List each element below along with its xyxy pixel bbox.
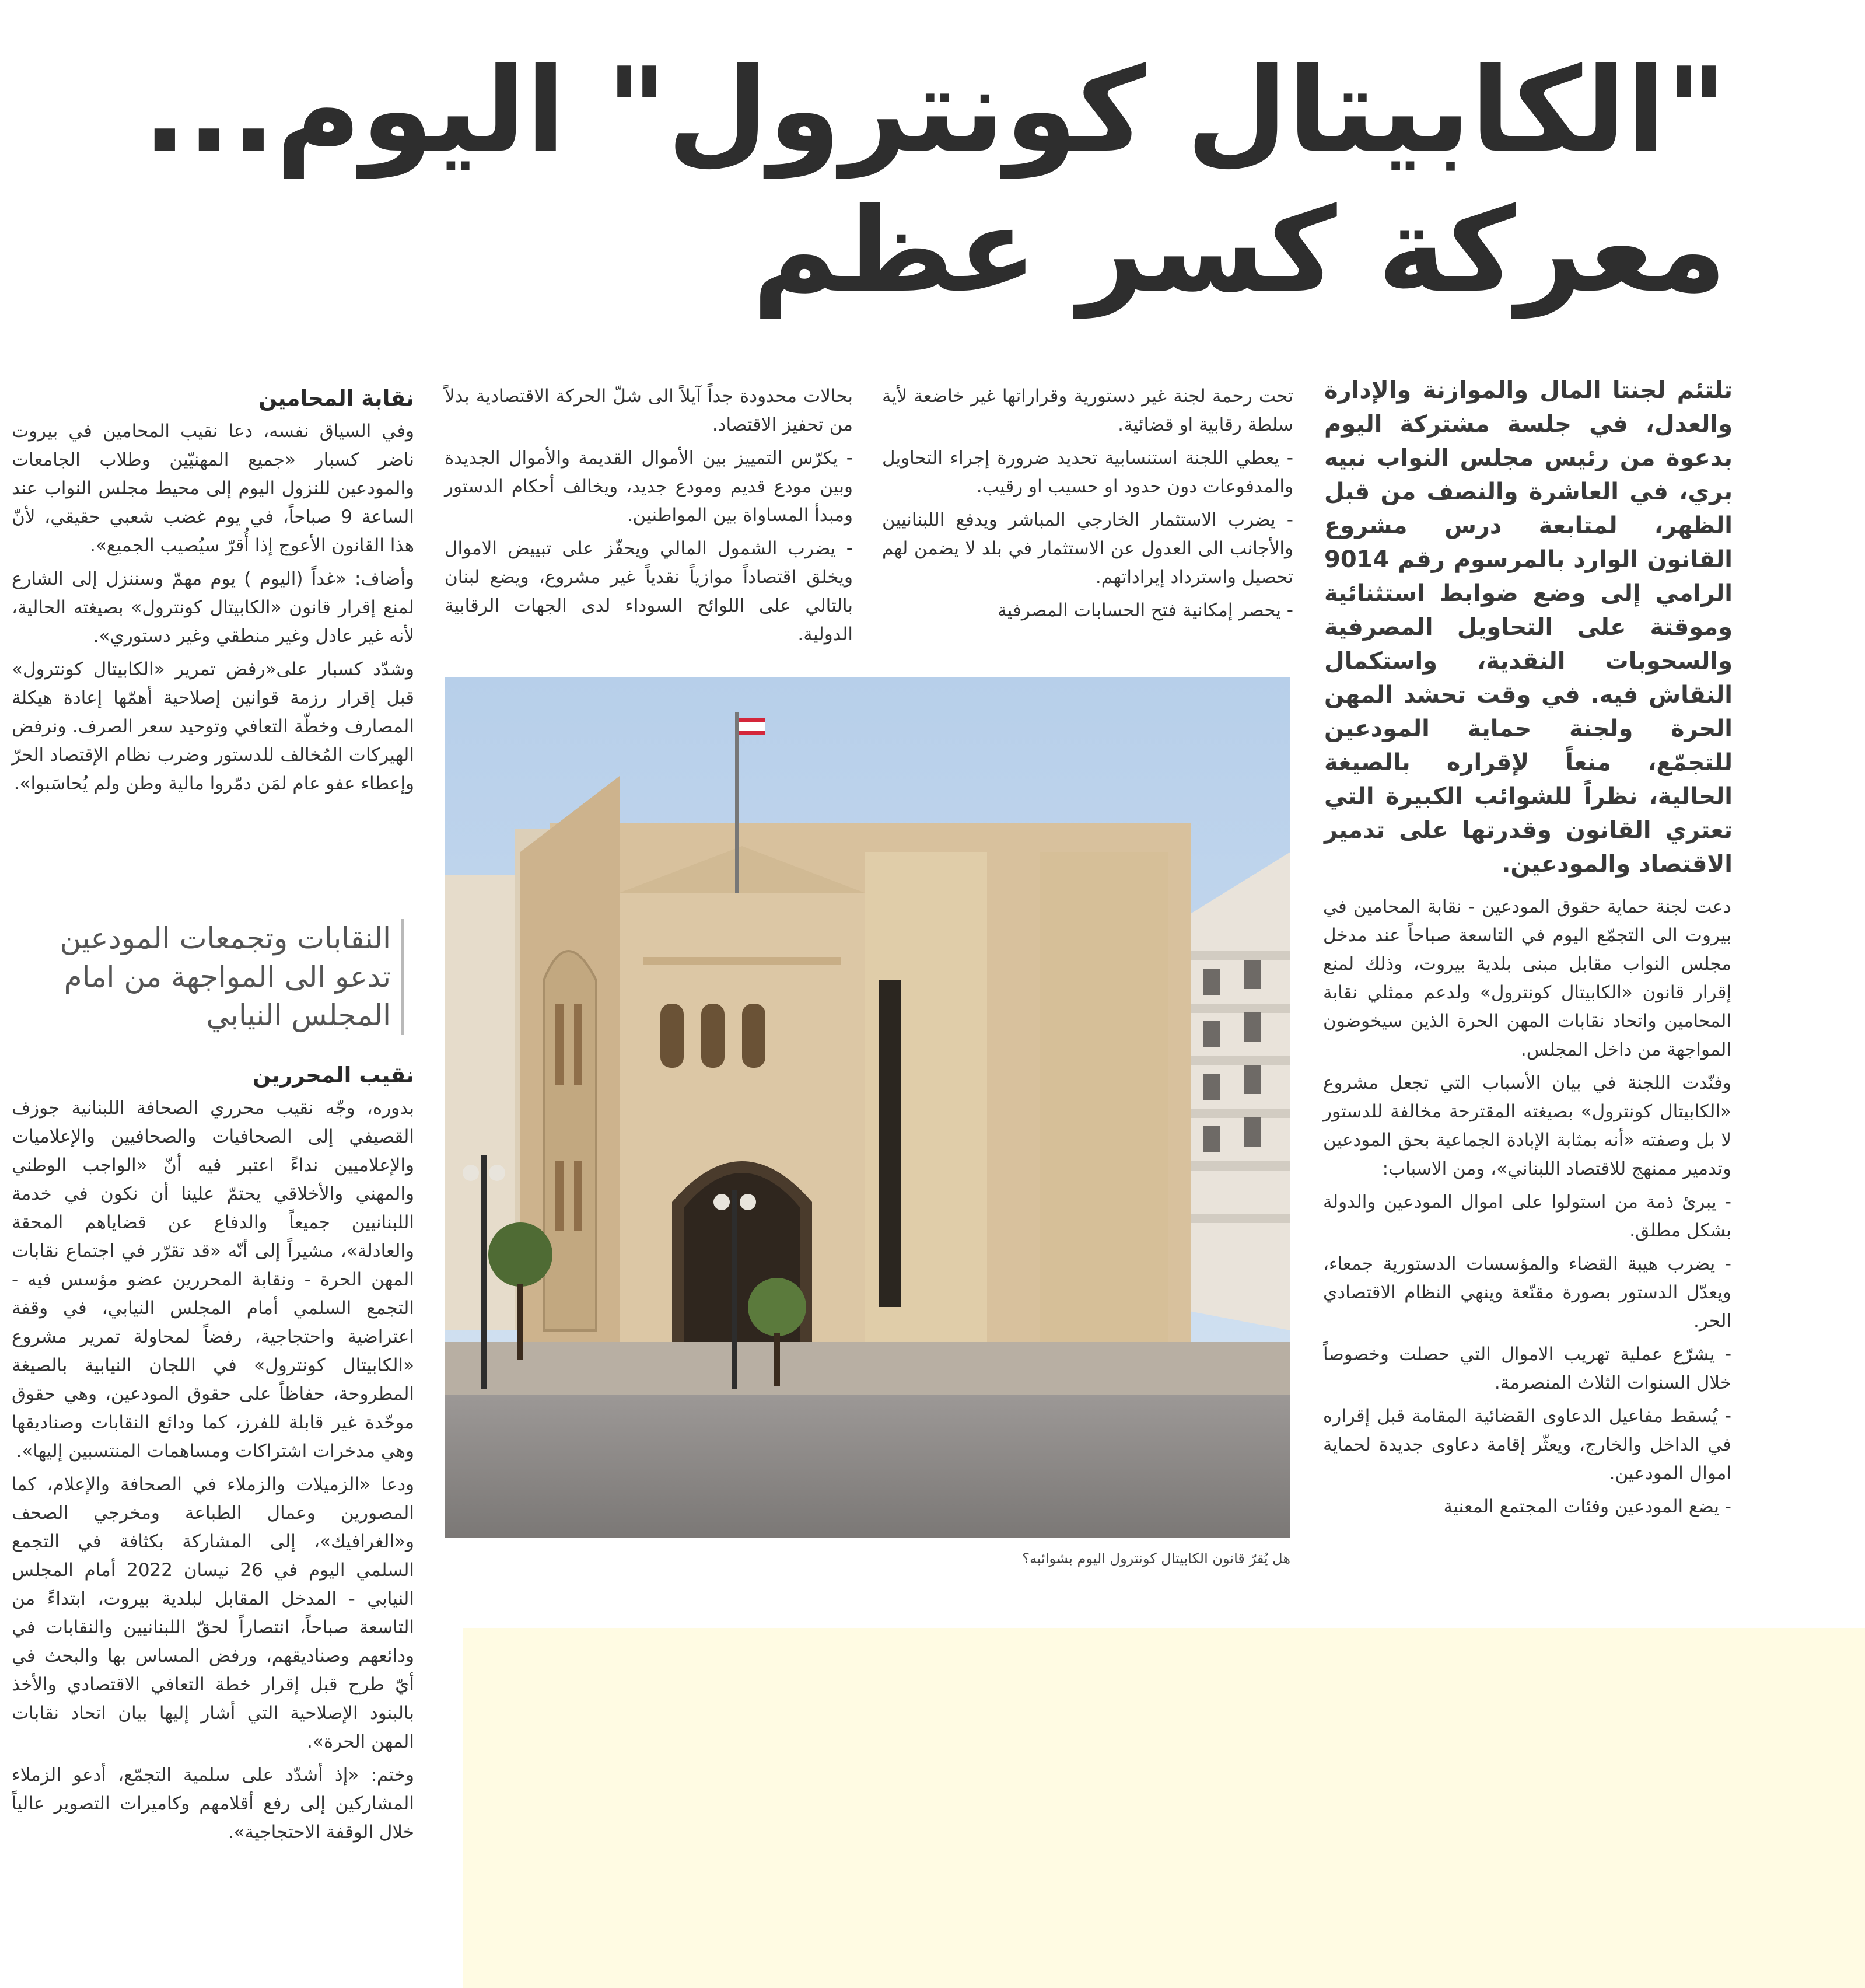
pull-quote [12, 919, 404, 1035]
headline-line-2: معركة كسر عظم [752, 183, 1727, 319]
section-title-editors: نقيب المحررين [252, 1063, 414, 1088]
body-paragraph: - يحصر إمكانية فتح الحسابات المصرفية [998, 600, 1293, 621]
body-paragraph: - يضع المودعين وفئات المجتمع المعنية [1443, 1496, 1731, 1517]
parliament-building-image [445, 677, 1290, 1538]
body-paragraph: - يبرئ ذمة من استولوا على اموال المودعين والدولة بشكل مطلق. [1323, 1192, 1731, 1241]
article-column-right [1323, 893, 1731, 1526]
section-title-lawyers: نقابة المحامين [258, 386, 414, 411]
body-paragraph: - يشرّع عملية تهريب الاموال التي حصلت وخصوصاً خلال السنوات الثلاث المنصرمة. [1323, 1344, 1731, 1393]
body-paragraph: وشدّد كسبار على«رفض تمرير «الكابيتال كونترول» قبل إقرار رزمة قوانين إصلاحية أهمّها إعادة هيكلة المصارف وخطّة التعافي وتوحيد سعر الصرف. ونرفض الهيركات المُخالف للدستور وضرب نظام الإقتصاد الحرّ وإعطاء عفو عام لمَن دمّروا مالية وطن ولم يُحاسَبوا». [12, 659, 414, 794]
body-paragraph: بدوره، وجّه نقيب محرري الصحافة اللبنانية جوزف القصيفي إلى الصحافيات والصحافيين والإعلاميات والإعلاميين نداءً اعتبر فيه أنّ «الواجب الوطني والمهني والأخلاقي يحتمّ علينا أن نكون في خدمة اللبنانيين جميعاً والدفاع عن قضاياهم المحقة والعادلة»، مشيراً إلى أنّه «قد تقرّر في اجتماع نقابات المهن الحرة - ونقابة المحررين عضو مؤسس فيه - التجمع السلمي أمام المجلس النيابي، في وقفة اعتراضية واحتجاجية، رفضاً لمحاولة تمرير مشروع «الكابيتال كونترول» في اللجان النيابية بالصيغة المطروحة، حفاظاً على حقوق المودعين، وهي حقوق موحّدة غير قابلة للفرز، كما ودائع النقابات وصناديقها وهي مدخرات اشتراكات ومساهمات المنتسبين إليها». [12, 1098, 414, 1462]
article-column-middle-right [882, 382, 1293, 630]
headline [142, 41, 1727, 321]
lead-paragraph [1324, 373, 1733, 881]
body-paragraph: - يُسقط مفاعيل الدعاوى القضائية المقامة قبل إقراره في الداخل والخارج، ويعثّر إقامة دعاوى جديدة لحماية اموال المودعين. [1323, 1406, 1731, 1484]
body-paragraph: وختم: «إذ أشدّد على سلمية التجمّع، أدعو الزملاء المشاركين إلى رفع أقلامهم وكاميرات التصوير عالياً خلال الوقفة الاحتجاجية». [12, 1765, 414, 1843]
body-paragraph: بحالات محدودة جداً آيلاً الى شلّ الحركة الاقتصادية بدلاً من تحفيز الاقتصاد. [445, 386, 853, 435]
article-column-middle-left [445, 382, 853, 654]
article-column-left [12, 382, 414, 803]
body-paragraph: دعت لجنة حماية حقوق المودعين - نقابة المحامين في بيروت الى التجمّع اليوم في التاسعة صباحاً عند مدخل مجلس النواب مقابل مبنى بلدية بيروت، وذلك لمنع إقرار قانون «الكابيتال كونترول» ولدعم ممثلي نقابة المحامين واتحاد نقابات المهن الحرة الذين سيخوضون المواجهة من داخل المجلس. [1323, 896, 1731, 1060]
pull-quote-line: تدعو الى المواجهة من امام [64, 960, 391, 994]
body-paragraph: ودعا «الزميلات والزملاء في الصحافة والإعلام، كما المصورين وعمال الطباعة ومخرجي الصحف و«الغرافيك»، إلى المشاركة بكثافة في التجمع السلمي اليوم في 26 نيسان 2022 أمام المجلس النيابي - المدخل المقابل لبلدية بيروت، ابتداءً من التاسعة صباحاً، انتصاراً لحقّ اللبنانيين والنقابات في ودائعهم وصناديقهم، ورفض المساس بها والبحث في أيّ طرح قبل إقرار خطة التعافي الاقتصادي والأخذ بالبنود الإصلاحية التي أشار إليها بيان اتحاد نقابات المهن الحرة». [12, 1474, 415, 1752]
lead-text: تلتئم لجنتا المال والموازنة والإدارة والعدل، في جلسة مشتركة اليوم بدعوة من رئيس مجلس النواب نبيه بري، في العاشرة والنصف من قبل الظهر، لمتابعة درس مشروع القانون الوارد بالمرسوم رقم 9014 الرامي إلى وضع ضوابط استثنائية وموقتة على التحاويل المصرفية والسحوبات النقدية، واستكمال النقاش فيه. في وقت تحشد المهن الحرة ولجنة حماية المودعين للتجمّع، منعاً لإقراره بالصيغة الحالية، نظراً للشوائب الكبيرة التي تعتري القانون وقدرتها على تدمير الاقتصاد والمودعين. [1324, 377, 1733, 878]
headline-line-1: "الكابيتال كونترول" اليوم... [142, 43, 1727, 179]
body-paragraph: - يضرب هيبة القضاء والمؤسسات الدستورية جمعاء، ويعدّل الدستور بصورة مقنّعة وينهي النظام الاقتصادي الحر. [1323, 1253, 1731, 1332]
body-paragraph: - يكرّس التمييز بين الأموال القديمة والأموال الجديدة وبين مودع قديم ومودع جديد، ويخالف أحكام الدستور ومبدأ المساواة بين المواطنين. [445, 448, 853, 526]
body-paragraph: وفي السياق نفسه، دعا نقيب المحامين في بيروت ناضر كسبار «جميع المهنيّين وطلاب الجامعات والمودعين للنزول اليوم إلى محيط مجلس النواب عند الساعة 9 صباحاً، في يوم غضب شعبي حقيقي، لأنّ هذا القانون الأعوج إذا أُقرّ سيُصيب الجميع». [12, 421, 414, 556]
photo-caption: هل يُقرّ قانون الكابيتال كونترول اليوم بشوائبه؟ [1022, 1550, 1290, 1567]
body-paragraph: - يعطي اللجنة استنسابية تحديد ضرورة إجراء التحاويل والمدفوعات دون حدود او حسيب او رقيب. [882, 448, 1293, 497]
body-paragraph: وفنّدت اللجنة في بيان الأسباب التي تجعل مشروع «الكابيتال كونترول» بصيغته المقترحة مخالفة للدستور لا بل وصفته «أنه بمثابة الإبادة الجماعية بحق المودعين وتدمير ممنهج للاقتصاد اللبناني»، ومن الاسباب: [1323, 1072, 1731, 1179]
advertisement-placeholder [463, 1628, 1865, 1988]
parliament-photo [445, 677, 1290, 1538]
article-column-left-lower [12, 1059, 414, 1851]
body-paragraph: وأضاف: «غداً (اليوم ) يوم مهمّ وسننزل إلى الشارع لمنع إقرار قانون «الكابيتال كونترول» بصيغته الحالية، لأنه غير عادل وغير منطقي وغير دستوري». [12, 568, 414, 647]
body-paragraph: تحت رحمة لجنة غير دستورية وقراراتها غير خاضعة لأية سلطة رقابية او قضائية. [882, 386, 1293, 435]
pull-quote-line: النقابات وتجمعات المودعين [60, 921, 391, 955]
pull-quote-line: المجلس النيابي [206, 998, 391, 1032]
body-paragraph: - يضرب الشمول المالي ويحفّز على تبييض الاموال ويخلق اقتصاداً موازياً نقدياً غير مشروع، ويضع لبنان بالتالي على اللوائح السوداء لدى الجهات الرقابية الدولية. [445, 538, 853, 645]
body-paragraph: - يضرب الاستثمار الخارجي المباشر ويدفع اللبنانيين والأجانب الى العدول عن الاستثمار في بلد لا يضمن لهم تحصيل واسترداد إيراداتهم. [882, 509, 1293, 588]
